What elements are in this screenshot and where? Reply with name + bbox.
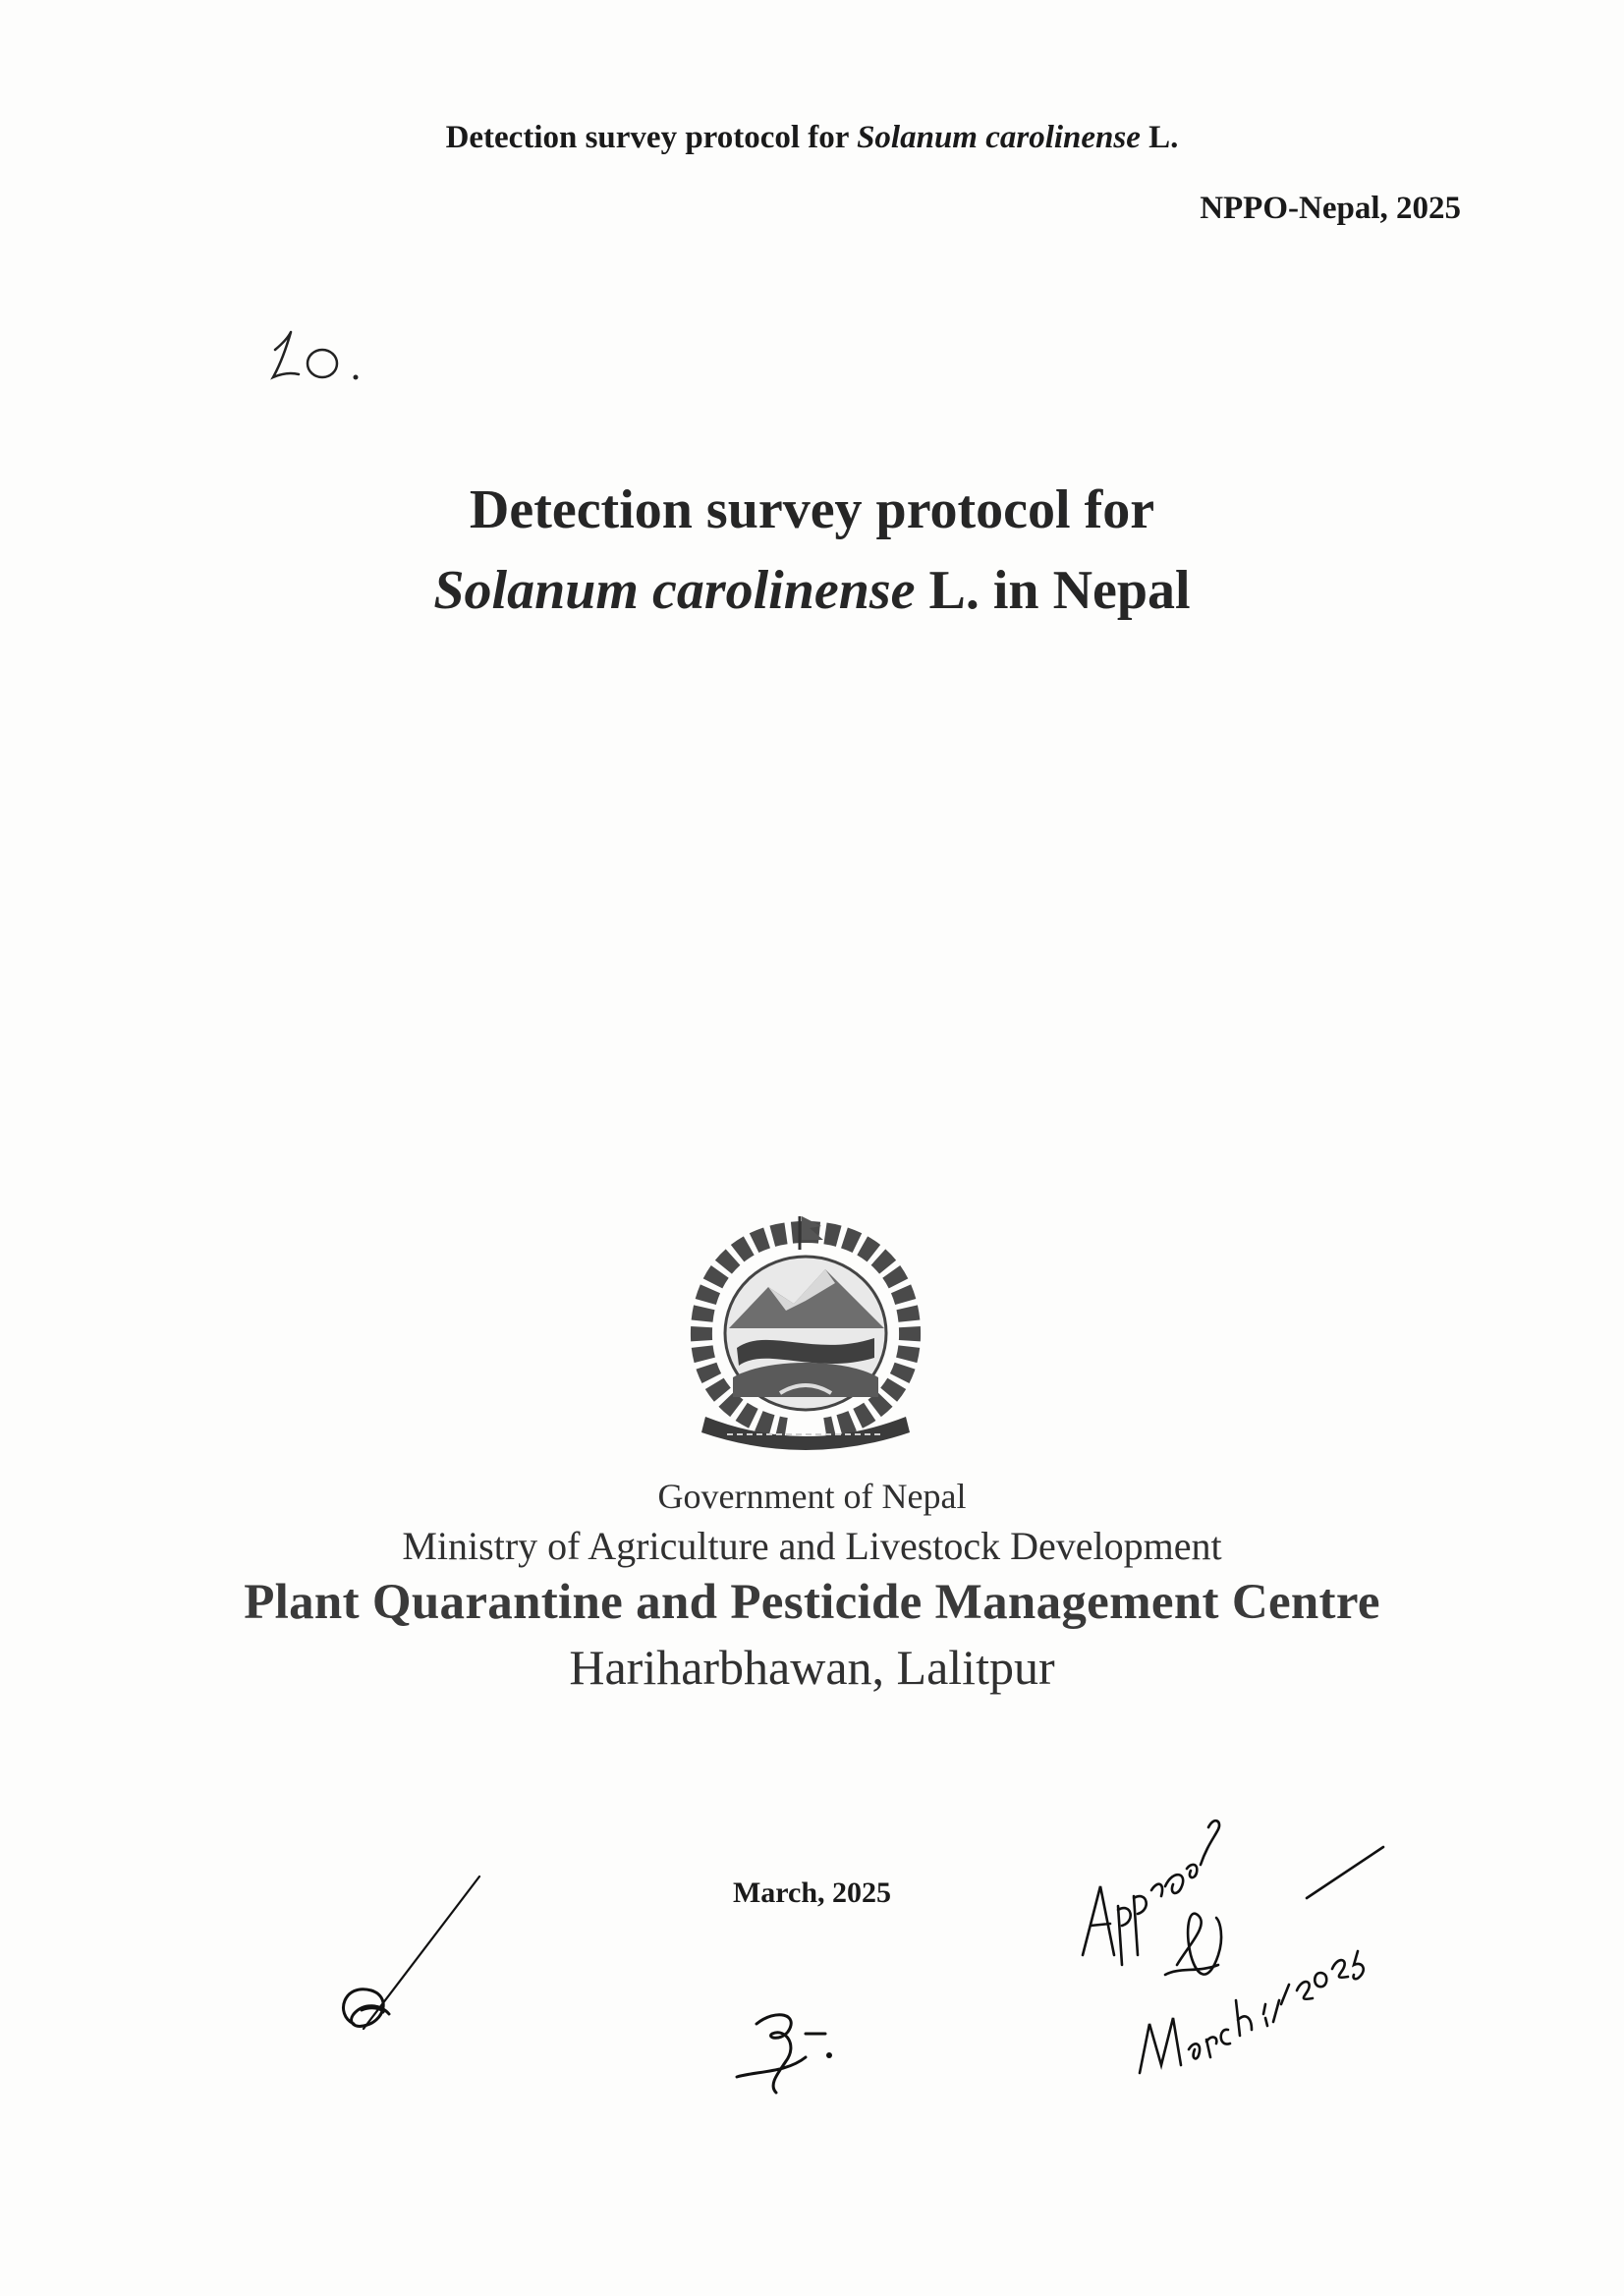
title-line-2 xyxy=(0,550,1624,631)
nepal-emblem-icon xyxy=(678,1210,933,1454)
header-title-species: Solanum carolinense xyxy=(857,120,1141,155)
running-header-org-year: NPPO-Nepal, 2025 xyxy=(1200,191,1461,226)
title-species: Solanum carolinense xyxy=(433,560,916,621)
government-name: Government of Nepal xyxy=(657,1477,967,1516)
handwritten-note xyxy=(265,320,403,389)
centre-location: Hariharbhawan, Lalitpur xyxy=(569,1640,1055,1695)
publication-date: March, 2025 xyxy=(732,1876,892,1909)
centre-name: Plant Quarantine and Pesticide Management Centre xyxy=(244,1575,1380,1630)
header-title-suffix: L. xyxy=(1140,120,1179,155)
ministry-name: Ministry of Agriculture and Livestock Development xyxy=(402,1524,1222,1568)
document-title xyxy=(0,470,1624,631)
title-line-2-suffix: L. in Nepal xyxy=(915,560,1191,621)
running-header-title xyxy=(0,120,1624,156)
signature-approval xyxy=(1071,1808,1385,2102)
signature-center xyxy=(727,1994,874,2102)
title-line-1: Detection survey protocol for xyxy=(469,479,1155,540)
header-title-prefix: Detection survey protocol for xyxy=(445,120,858,155)
signature-left xyxy=(324,1867,491,2053)
